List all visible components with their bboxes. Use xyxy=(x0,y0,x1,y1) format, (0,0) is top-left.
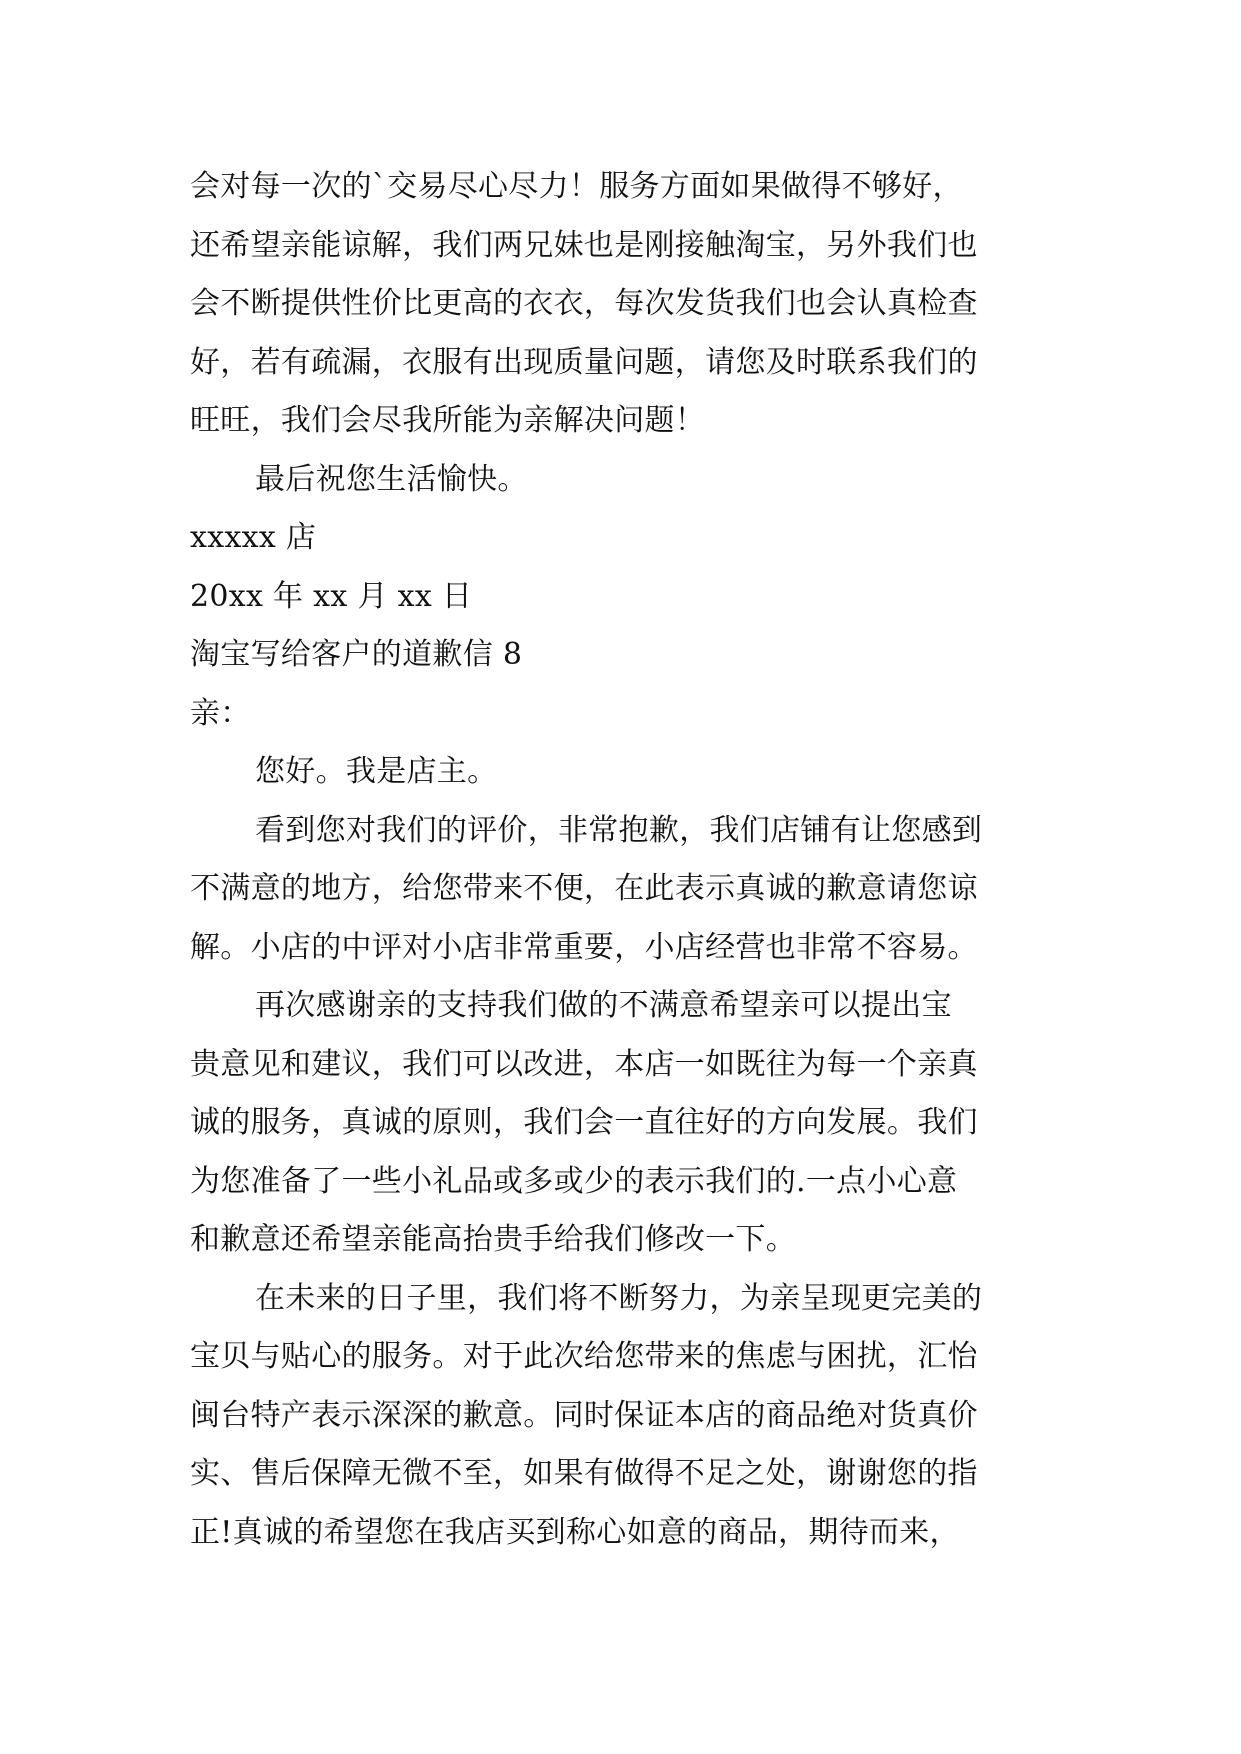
text-line: 解。小店的中评对小店非常重要，小店经营也非常不容易。 xyxy=(190,929,978,965)
text-line: 会不断提供性价比更高的衣衣，每次发货我们也会认真检查 xyxy=(190,286,978,321)
letter-date: 20xx 年 xx 月 xx 日 xyxy=(190,578,473,614)
text-line: 看到您对我们的评价，非常抱歉，我们店铺有让您感到 xyxy=(255,812,983,848)
text-line: 和歉意还希望亲能高抬贵手给我们修改一下。 xyxy=(190,1222,796,1257)
text-line: 为您准备了一些小礼品或多或少的表示我们的.一点小心意 xyxy=(190,1163,958,1199)
store-signature: xxxxx 店 xyxy=(190,520,317,555)
text-line: 贵意见和建议，我们可以改进，本店一如既往为每一个亲真 xyxy=(190,1046,978,1082)
text-line: 在未来的日子里，我们将不断努力，为亲呈现更完美的 xyxy=(255,1280,983,1316)
text-line: 闽台特产表示深深的歉意。同时保证本店的商品绝对货真价 xyxy=(190,1397,978,1433)
letter-body xyxy=(190,158,1070,1562)
text-line: 不满意的地方，给您带来不便，在此表示真诚的歉意请您谅 xyxy=(190,871,978,906)
text-line: 实、售后保障无微不至，如果有做得不足之处，谢谢您的指 xyxy=(190,1456,978,1491)
text-line: 还希望亲能谅解，我们两兄妹也是刚接触淘宝，另外我们也 xyxy=(190,227,978,263)
text-line: 旺旺，我们会尽我所能为亲解决问题！ xyxy=(190,403,706,438)
text-line: 宝贝与贴心的服务。对于此次给您带来的焦虑与困扰，汇怡 xyxy=(190,1339,978,1374)
text-line: 好，若有疏漏，衣服有出现质量问题，请您及时联系我们的 xyxy=(190,344,978,380)
section-title: 淘宝写给客户的道歉信 8 xyxy=(190,637,523,672)
text-line: 诚的服务，真诚的原则，我们会一直往好的方向发展。我们 xyxy=(190,1105,978,1140)
closing-wish: 最后祝您生活愉快。 xyxy=(255,461,528,497)
greeting: 您好。我是店主。 xyxy=(255,754,498,789)
text-line: 再次感谢亲的支持我们做的不满意希望亲可以提出宝 xyxy=(255,988,952,1023)
text-line: 会对每一次的`交易尽心尽力！服务方面如果做得不够好， xyxy=(190,169,963,204)
text-line: 正!真诚的希望您在我店买到称心如意的商品，期待而来， xyxy=(190,1514,960,1550)
salutation: 亲： xyxy=(190,695,251,731)
